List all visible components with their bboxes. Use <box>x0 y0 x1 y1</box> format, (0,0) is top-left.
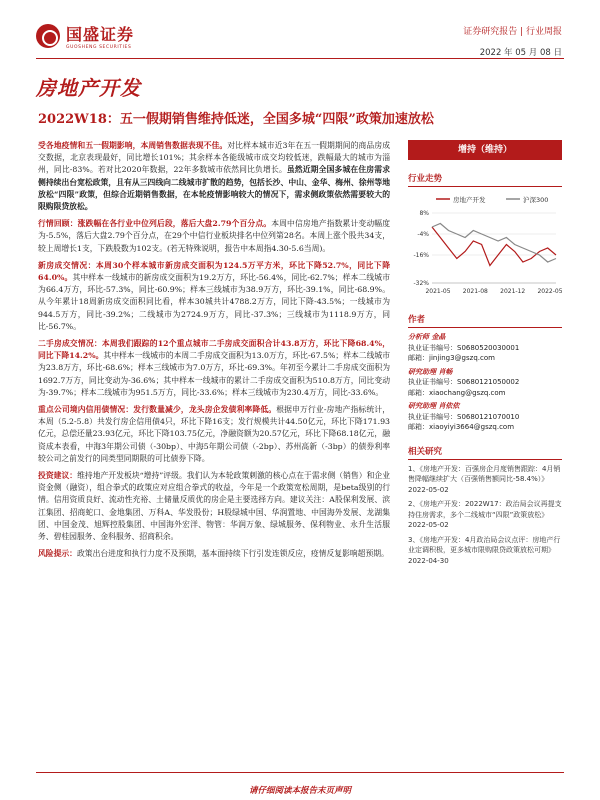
related-report-link[interactable]: 1、《房地产开发：百强房企月度销售跟踪：4月销售降幅继续扩大（百强销售额同比-58.4%）》2022-05-02 <box>408 464 561 494</box>
analyst-role: 研究助理 <box>408 367 439 376</box>
y-tick-label: -32% <box>413 280 429 287</box>
logo-icon <box>36 24 60 48</box>
paragraph-emphasis: 虽然近期全国多城在住房需求侧持续出台宽松政策，且有从三四线向二线城市扩散的趋势，包括长沙、中山、金华、梅州、徐州等地放松“四限”政策，但综合近期销售数据，在本轮疫情影响较大的情况下，需求侧政策依然需要较大的限购限贷放松。 <box>38 165 390 212</box>
paragraph-body: 政策出台进度和执行力度不及预期，基本面持续下行引发连锁反应，疫情反复影响超预期。 <box>76 549 389 559</box>
paragraph-lead: 行情回顾：涨跌幅在各行业中位列后段，落后大盘2.79个百分点。 <box>38 219 272 229</box>
x-tick-label: 2022-05 <box>537 288 562 295</box>
paragraph-body: 其中样本一线城市的本周二手房成交面积为13.0万方，环比-67.5%；样本二线城市为23.8万方，环比-68.6%；样本三线城市为7.0万方，环比-69.3%。年初至今累计二手房成交面积为1692.7万方，同比变动为-36.6%；其中样本一线城市的累计二手房成交面积为510.8万方，同比变动为-39.7%；样本二线城市为951.5万方，同比-33.6%；样本三线城市为230.4万方，同比-33.6%。 <box>38 351 390 397</box>
header-divider <box>36 58 564 59</box>
legend-label: 房地产开发 <box>453 196 486 204</box>
analyst-entry <box>408 401 562 433</box>
related-title: 相关研究 <box>408 445 562 460</box>
report-title: 2022W18：五一假期销售维持低迷，全国多城“四限”政策加速放松 <box>38 112 434 127</box>
rating-badge: 增持（维持） <box>408 140 562 160</box>
body-paragraph <box>38 218 390 255</box>
sidebar <box>408 140 562 570</box>
y-tick-label: -16% <box>413 252 429 259</box>
footer-disclaimer-link[interactable]: 请仔细阅读本报告末页声明 <box>248 786 351 796</box>
analyst-email[interactable]: 邮箱：xiaoyiyi3664@gszq.com <box>408 423 515 431</box>
paragraph-lead: 风险提示： <box>38 549 77 559</box>
logo-en-text: GUOSHENG SECURITIES <box>66 45 132 50</box>
main-body <box>38 140 390 566</box>
sector-title: 房地产开发 <box>36 76 141 100</box>
report-date: 2022 年 05 月 08 日 <box>479 48 562 58</box>
paragraph-body: 根据申万行业-房地产指标统计，本周（5.2-5.8）共发行房企信用债4只，环比下降16支；发行规模共计44.50亿元，环比下降171.93亿元，总偿还量23.93亿元，环比下降103.75亿元，净融资额为20.57亿元，环比下降68.18亿元，融资成本表看，中海3年期公司债（-30bp）、中海5年期公司债（-2bp）、苏州高新（-3bp）的债券利率较公司之前发行的同类型同期限的可比债券下降。 <box>38 405 390 463</box>
analyst-list <box>408 332 562 433</box>
analyst-cert: 执业证书编号：S0680520030001 <box>408 343 520 352</box>
analyst-entry <box>408 332 562 364</box>
paragraph-body: 对比样本城市近3年在五一假期期间的商品房成交数据，北京表现最好，同比增长101%；其余样本各能级城市成交均较低迷，跌幅最大的城市为淄州，同比-83%。若对比2020年数据，22年多数城市依然同比负增长。 <box>38 141 390 175</box>
y-tick-label: -4% <box>417 231 429 238</box>
x-tick-label: 2021-08 <box>462 288 488 295</box>
footer-divider <box>36 772 564 773</box>
analyst-cert: 执业证书编号：S0680121070010 <box>408 412 520 421</box>
report-header <box>0 0 600 62</box>
x-tick-label: 2021-12 <box>500 288 526 295</box>
analyst-name: 金晶 <box>431 333 446 341</box>
paragraph-lead: 投资建议： <box>38 471 78 481</box>
body-paragraph <box>38 470 390 543</box>
related-report-link[interactable]: 3、《房地产开发：4月政治局会议点评：房地产行业定调积极，更多城市限购限贷政策放松可期》2022-04-30 <box>408 535 561 565</box>
paragraph-body: 维持地产开发板块“增持”评级。我们认为本轮政策刺激的核心点在于需求侧（销售）和企业资金侧（融资），组合拳式的政策应对应组合拳式的收益，今年是一个政策宽松周期，是beta级别的行情。信用资质良好、流动性充裕、土储量反质优的房企是主要选择方向。建议关注：A股保利发展、滨江集团、招商蛇口、金地集团、万科A、华发股份；H股绿城中国、华润置地、中国海外发展、龙湖集团、中国金茂、旭辉控股集团、中国海外宏洋、物管：华润万象、绿城服务、保利物业、永升生活服务、碧桂园服务、金科服务、招商积余。 <box>38 471 391 542</box>
analyst-title: 作者 <box>408 313 562 328</box>
body-paragraph <box>38 140 390 213</box>
analyst-name: 肖畅 <box>438 367 453 376</box>
body-paragraph <box>38 260 390 333</box>
trend-chart-svg <box>408 191 562 301</box>
paragraph-lead: 二手房成交情况：本周我们跟踪的12个重点城市二手房成交面积合计43.8万方，环比下降68.4%，同比下降14.2%。 <box>38 339 390 361</box>
analyst-email[interactable]: 邮箱：jinjing3@gszq.com <box>408 354 495 362</box>
series-line <box>432 224 556 263</box>
paragraph-body: 其中样本一线城市的新房成交面积为19.2万方，环比-56.4%，同比-62.7%；样本二线城市为66.4万方，环比-57.3%，同比-60.9%；样本三线城市为38.9万方，环比-39.1%，同比-68.9%。从今年累计18周新房成交面积同比看，样本30城共计4788.2万方，同比下降-43.5%；一线城市为944.5万方，同比-39.2%；二线城市为2724.9万方，同比-37.3%；三线城市为1118.9万方，同比-56.7%。 <box>38 273 390 331</box>
analyst-name: 肖依依 <box>438 402 460 410</box>
paragraph-body: 本周中信房地产指数累计变动幅度为-5.5%，落后大盘2.79个百分点，在29个中信行业板块排名中位列第28名。本周上涨个股共34支，较上周增长1支，下跌股数为102支。(若无特殊说明，报告中本周指4.30-5.6当周)。 <box>38 219 390 253</box>
company-logo <box>36 22 134 50</box>
analyst-entry <box>408 367 562 399</box>
legend-label: 沪深300 <box>523 196 549 204</box>
body-paragraph <box>38 338 390 399</box>
logo-cn-text: 国盛证券 <box>66 25 135 44</box>
analyst-email[interactable]: 邮箱：xiaochang@gszq.com <box>408 388 506 397</box>
body-paragraph <box>38 404 390 465</box>
series-line <box>432 227 556 266</box>
analyst-cert: 执业证书编号：S0680121050002 <box>408 378 520 386</box>
trend-title: 行业走势 <box>408 172 562 187</box>
report-type: 证券研究报告 | 行业周报 <box>463 27 562 37</box>
footer <box>0 778 600 797</box>
x-tick-label: 2021-05 <box>425 288 451 295</box>
paragraph-lead: 重点公司境内信用债情况：发行数量减少，龙头房企发债利率降低。 <box>38 405 277 415</box>
trend-chart <box>408 191 562 301</box>
body-paragraph <box>38 548 390 560</box>
y-tick-label: 8% <box>419 210 429 217</box>
paragraph-lead: 新房成交情况：本周30个样本城市新房成交面积为124.5万平方米，环比下降52.7%，同比下降64.0%。 <box>38 260 390 283</box>
paragraph-lead: 受各地疫情和五一假期影响，本周销售数据表现不佳。 <box>38 141 228 150</box>
analyst-role: 分析师 <box>408 333 432 341</box>
analyst-role: 研究助理 <box>408 402 439 410</box>
related-report-link[interactable]: 2、《房地产开发：2022W17：政治局会议再提支持住房需求，多个二线城市“四限”政策放松》2022-05-02 <box>408 500 562 529</box>
related-list <box>408 464 562 567</box>
